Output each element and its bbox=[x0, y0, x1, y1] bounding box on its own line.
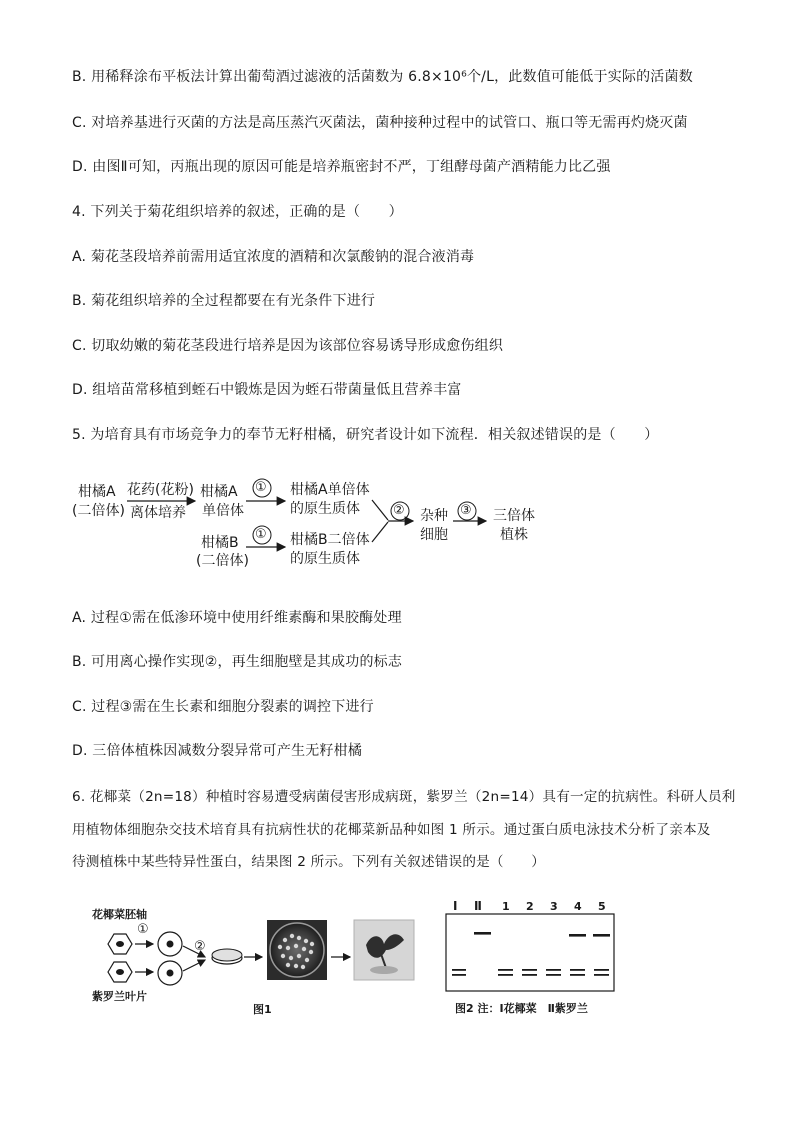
q3-option-c: C. 对培养基进行灭菌的方法是高压蒸汽灭菌法，菌种接种过程中的试管口、瓶口等无需再灼烧灭菌 bbox=[72, 115, 688, 131]
fig1-caption: 图1 bbox=[253, 1003, 272, 1016]
q4-option-c: C. 切取幼嫩的菊花茎段进行培养是因为该部位容易诱导形成愈伤组织 bbox=[72, 338, 504, 354]
q4-option-a: A. 菊花茎段培养前需用适宜浓度的酒精和次氯酸钠的混合液消毒 bbox=[72, 249, 475, 265]
citrus-a-label: 柑橘A bbox=[78, 484, 116, 500]
q6-stem-line3: 待测植株中某些特异性蛋白，结果图 2 所示。下列有关叙述错误的是（ ） bbox=[72, 854, 546, 870]
citrus-a-haploid-line2: 单倍体 bbox=[202, 503, 244, 519]
citrus-a-protoplast-line1: 柑橘A单倍体 bbox=[290, 482, 370, 498]
citrus-b-label: 柑橘B bbox=[201, 535, 239, 551]
lane-label-ii: Ⅱ bbox=[474, 899, 482, 913]
q4-stem: 4. 下列关于菊花组织培养的叙述，正确的是（ ） bbox=[72, 204, 403, 220]
q5-option-c: C. 过程③需在生长素和细胞分裂素的调控下进行 bbox=[72, 699, 374, 715]
q3-option-b: B. 用稀释涂布平板法计算出葡萄酒过滤液的活菌数为 6.8×10⁶个/L，此数值可能低于实际的活菌数 bbox=[72, 69, 693, 85]
lane-label-1: 1 bbox=[502, 900, 510, 913]
q3-option-d: D. 由图Ⅱ可知，丙瓶出现的原因可能是培养瓶密封不严，丁组酵母菌产酒精能力比乙强 bbox=[72, 159, 611, 175]
hybrid-cell-line1: 杂种 bbox=[420, 508, 448, 524]
triploid-line2: 植株 bbox=[500, 527, 528, 543]
band-lane2-high bbox=[474, 932, 491, 935]
step3-label: ③ bbox=[460, 503, 472, 518]
citrus-b-protoplast-line2: 的原生质体 bbox=[290, 551, 360, 567]
fig1-step1-label: ① bbox=[137, 922, 149, 937]
lane-label-4: 4 bbox=[574, 900, 582, 913]
lane-label-3: 3 bbox=[550, 900, 558, 913]
step2-label: ② bbox=[393, 503, 405, 518]
triploid-line1: 三倍体 bbox=[493, 508, 535, 524]
step1-label-top: ① bbox=[255, 480, 267, 495]
step1-label-bottom: ① bbox=[255, 527, 267, 542]
q5-option-a: A. 过程①需在低渗环境中使用纤维素酶和果胶酶处理 bbox=[72, 610, 402, 626]
lane-label-2: 2 bbox=[526, 900, 534, 913]
lane-label-5: 5 bbox=[598, 900, 606, 913]
q5-stem: 5. 为培育具有市场竞争力的奉节无籽柑橘，研究者设计如下流程．相关叙述错误的是（ ） bbox=[72, 427, 659, 443]
fig1-step2-label: ② bbox=[194, 939, 206, 954]
q5-option-d: D. 三倍体植株因减数分裂异常可产生无籽柑橘 bbox=[72, 743, 363, 759]
q5-option-b: B. 可用离心操作实现②，再生细胞壁是其成功的标志 bbox=[72, 654, 403, 670]
q6-stem-line1: 6. 花椰菜（2n=18）种植时容易遭受病菌侵害形成病斑，紫罗兰（2n=14）具有一定的抗病性。科研人员利 bbox=[72, 789, 736, 805]
fig2-caption: 图2 注：Ⅰ花椰菜 Ⅱ紫罗兰 bbox=[455, 1002, 588, 1015]
band-lane5-high bbox=[593, 934, 610, 937]
band-lane4-high bbox=[569, 934, 586, 937]
hybrid-cell-line2: 细胞 bbox=[420, 527, 448, 543]
q4-option-b: B. 菊花组织培养的全过程都要在有光条件下进行 bbox=[72, 293, 376, 309]
anther-label: 花药(花粉) bbox=[127, 482, 194, 498]
citrus-a-haploid-line1: 柑橘A bbox=[200, 484, 238, 500]
in-vitro-culture-label: 离体培养 bbox=[130, 505, 186, 521]
citrus-a-ploidy: (二倍体) bbox=[72, 503, 125, 519]
citrus-a-protoplast-line2: 的原生质体 bbox=[290, 501, 360, 517]
fig1-label-hypocotyl: 花椰菜胚轴 bbox=[92, 908, 147, 921]
gel-frame bbox=[446, 914, 614, 991]
citrus-b-ploidy: (二倍体) bbox=[196, 553, 249, 569]
lane-label-i: Ⅰ bbox=[453, 899, 458, 913]
citrus-b-protoplast-line1: 柑橘B二倍体 bbox=[290, 532, 370, 548]
q4-option-d: D. 组培苗常移植到蛭石中锻炼是因为蛭石带菌量低且营养丰富 bbox=[72, 382, 462, 398]
fig1-label-leaf: 紫罗兰叶片 bbox=[92, 990, 147, 1003]
q6-stem-line2: 用植物体细胞杂交技术培育具有抗病性状的花椰菜新品种如图 1 所示。通过蛋白质电泳技术分析了亲本及 bbox=[72, 822, 711, 838]
